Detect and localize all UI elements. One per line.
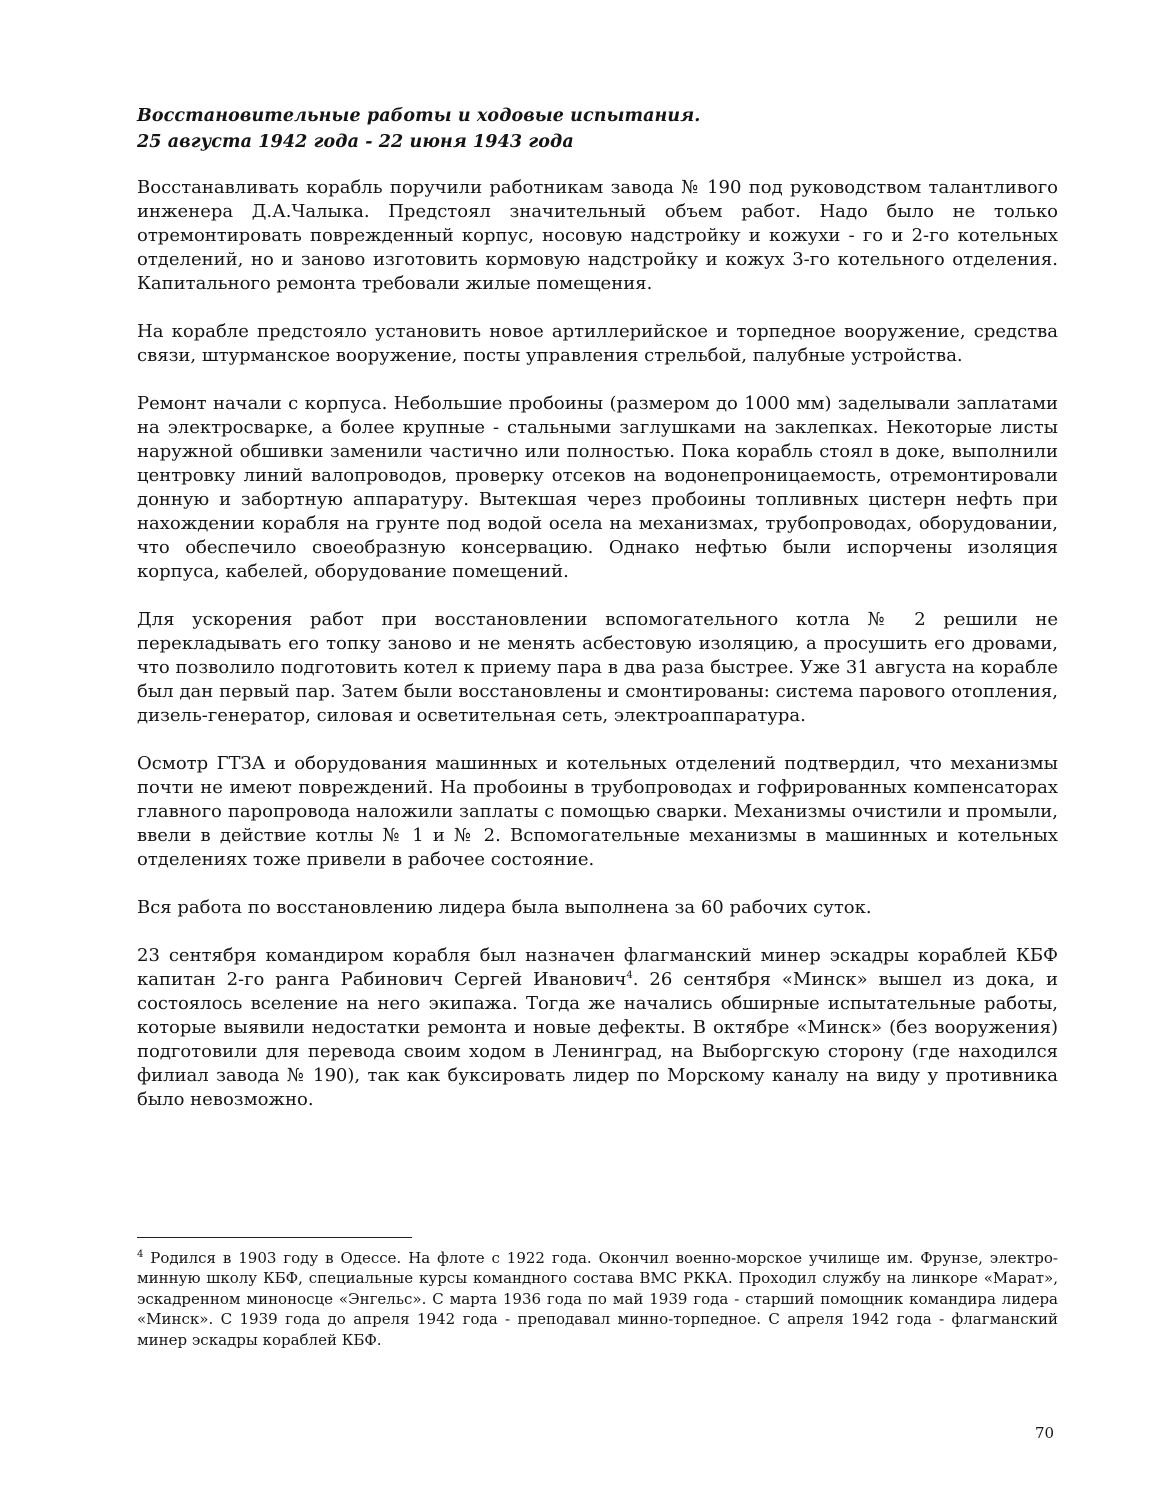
footnote [137,1248,1058,1350]
paragraph: Для ускорения работ при восстановлении вспомогательного котла № 2 решили не перекладывать его топку заново и не менять асбестовую изоляцию, а просушить его дровами, что позволило подготовить котел к приему пара в два раза быстрее. Уже 31 августа на корабле был дан первый пар. Затем были восстановлены и смонтированы: система парового отопления, дизель-генератор, силовая и осветительная сеть, электроаппаратура. [137,609,1058,726]
paragraph: Ремонт начали с корпуса. Небольшие пробоины (размером до 1000 мм) заделывали заплатами на электросварке, а более крупные - стальными заглушками на заклепках. Некоторые листы наружной обшивки заменили частично или полностью. Пока корабль стоял в доке, выполнили центровку линий валопроводов, проверку отсеков на водонепроницаемость, отремонтировали донную и забортную аппаратуру. Вытекшая через пробоины топливных цистерн нефть при нахождении корабля на грунте под водой осела на механизмах, трубопроводах, оборудовании, что обеспечило своеобразную консервацию. Однако нефтью были испорчены изоляция корпуса, кабелей, оборудование помещений. [137,393,1058,582]
paragraph-text: . 26 сентября «Минск» вышел из дока, и состоялось вселение на него экипажа. Тогда же начались обширные испытательные работы, которые выявили недостатки ремонта и новые дефекты. В октябре «Минск» (без вооружения) подготовили для перевода своим ходом в Ленинград, на Выборгскую сторону (где находился филиал завода № 190), так как буксировать лидер по Морскому каналу на виду у противника было невозможно. [137,969,1058,1110]
footnote-divider [137,1237,412,1238]
heading-line-dates: 25 августа 1942 года - 22 июня 1943 года [137,132,574,152]
footnote-marker: 4 [137,1249,144,1260]
heading-line-title: Восстановительные работы и ходовые испытания. [137,106,701,126]
paragraph: Восстанавливать корабль поручили работникам завода № 190 под руководством талантливого инженера Д.А.Чалыка. Предстоял значительный объем работ. Надо было не только отремонтировать поврежденный корпус, носовую надстройку и кожухи - го и 2-го котельных отделений, но и заново изготовить кормовую надстройку и кожух 3-го котельного отделения. Капитального ремонта требовали жилые помещения. [137,177,1058,294]
footnote-text: Родился в 1903 году в Одессе. На флоте с 1922 года. Окончил военно-морское училище им. Фрунзе, электро-минную школу КБФ, специальные курсы командного состава ВМС РККА. Проходил службу на линкоре «Марат», эскадренном миноносце «Энгельс». С марта 1936 года по май 1939 года - старший помощник командира лидера «Минск». С 1939 года до апреля 1942 года - преподавал минно-торпедное. С апреля 1942 года - флагманский минер эскадры кораблей КБФ. [137,1249,1058,1349]
paragraph: На корабле предстояло установить новое артиллерийское и торпедное вооружение, средства связи, штурманское вооружение, посты управления стрельбой, палубные устройства. [137,321,1058,366]
paragraph [137,944,1058,1112]
paragraph-text: 23 сентября командиром корабля был назначен флагманский минер эскадры кораблей КБФ капитан 2-го ранга Рабинович Сергей Иванович [137,945,1058,990]
section-heading [137,103,1037,155]
page-number: 70 [1035,1424,1055,1442]
paragraph: Вся работа по восстановлению лидера была выполнена за 60 рабочих суток. [137,897,872,918]
body-text [137,176,1058,1136]
paragraph: Осмотр ГТЗА и оборудования машинных и котельных отделений подтвердил, что механизмы почти не имеют повреждений. На пробоины в трубопроводах и гофрированных компенсаторах главного паропровода наложили заплаты с помощью сварки. Механизмы очистили и промыли, ввели в действие котлы № 1 и № 2. Вспомогательные механизмы в машинных и котельных отделениях тоже привели в рабочее состояние. [137,753,1058,870]
footnote-reference: 4 [626,970,633,981]
